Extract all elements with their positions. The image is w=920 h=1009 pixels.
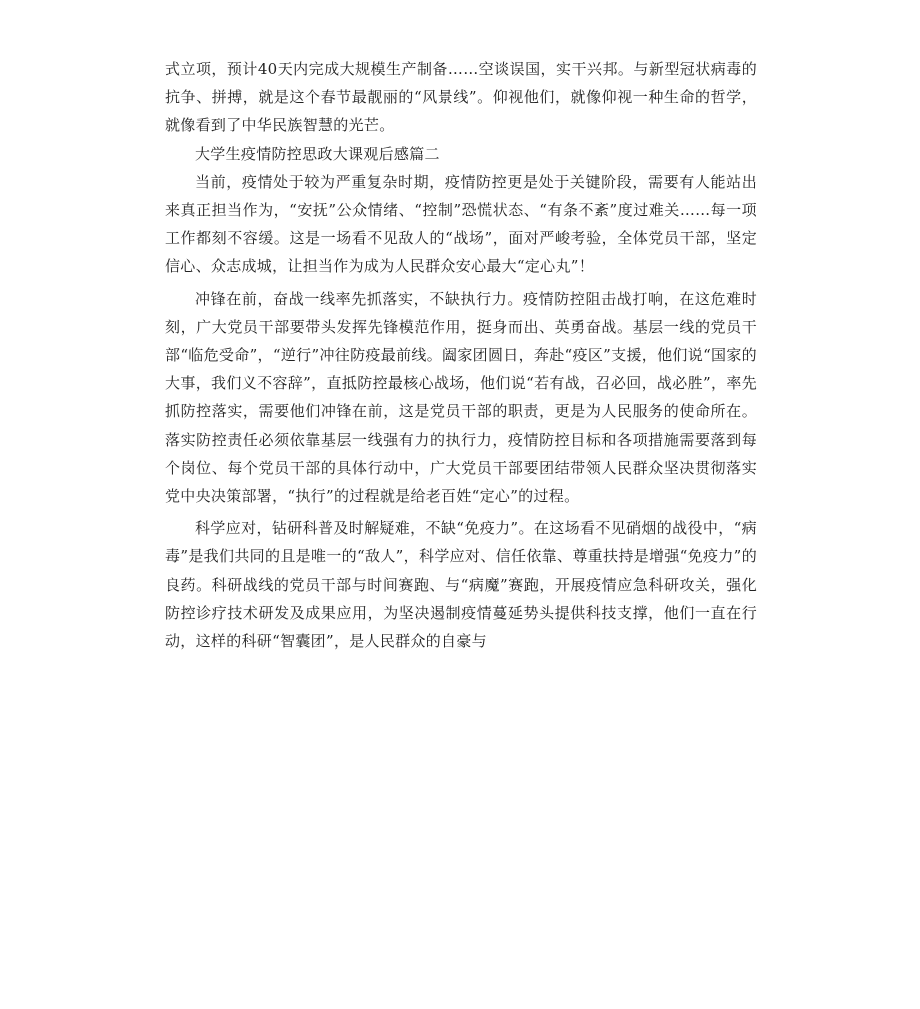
document-body <box>165 55 757 655</box>
paragraph-intro: 当前，疫情处于较为严重复杂时期，疫情防控更是处于关键阶段，需要有人能站出来真正担当作为，“安抚”公众情绪、“控制”恐慌状态、“有条不紊”度过难关……每一项工作都刻不容缓。这是一场看不见敌人的“战场”，面对严峻考验，全体党员干部，坚定信心、众志成城，让担当作为成为人民群众安心最大“定心丸”！ <box>165 172 757 276</box>
paragraph-execution: 冲锋在前，奋战一线率先抓落实，不缺执行力。疫情防控阻击战打响，在这危难时刻，广大党员干部要带头发挥先锋模范作用，挺身而出、英勇奋战。基层一线的党员干部“临危受命”，“逆行”冲往防疫最前线。阖家团圆日，奔赴“疫区”支援，他们说“国家的大事，我们义不容辞”，直抵防控最核心战场，他们说“若有战，召必回，战必胜”，率先抓防控落实，需要他们冲锋在前，这是党员干部的职责，更是为人民服务的使命所在。落实防控责任必须依靠基层一线强有力的执行力，疫情防控目标和各项措施需要落到每个岗位、每个党员干部的具体行动中，广大党员干部要团结带领人民群众坚决贯彻落实党中央决策部署，“执行”的过程就是给老百姓“定心”的过程。 <box>165 289 757 506</box>
paragraph-science: 科学应对，钻研科普及时解疑难，不缺“免疫力”。在这场看不见硝烟的战役中，“病毒”是我们共同的且是唯一的“敌人”，科学应对、信任依靠、尊重扶持是增强“免疫力”的良药。科研战线的党员干部与时间赛跑、与“病魔”赛跑，开展疫情应急科研攻关，强化防控诊疗技术研发及成果应用，为坚决遏制疫情蔓延势头提供科技支撑，他们一直在行动，这样的科研“智囊团”，是人民群众的自豪与 <box>165 519 757 651</box>
paragraph-continuation: 式立项，预计40天内完成大规模生产制备……空谈误国，实干兴邦。与新型冠状病毒的抗争、拼搏，就是这个春节最靓丽的“风景线”。仰视他们，就像仰视一种生命的哲学，就像看到了中华民族智慧的光芒。 <box>165 60 757 135</box>
section-heading: 大学生疫情防控思政大课观后感篇二 <box>195 144 440 163</box>
